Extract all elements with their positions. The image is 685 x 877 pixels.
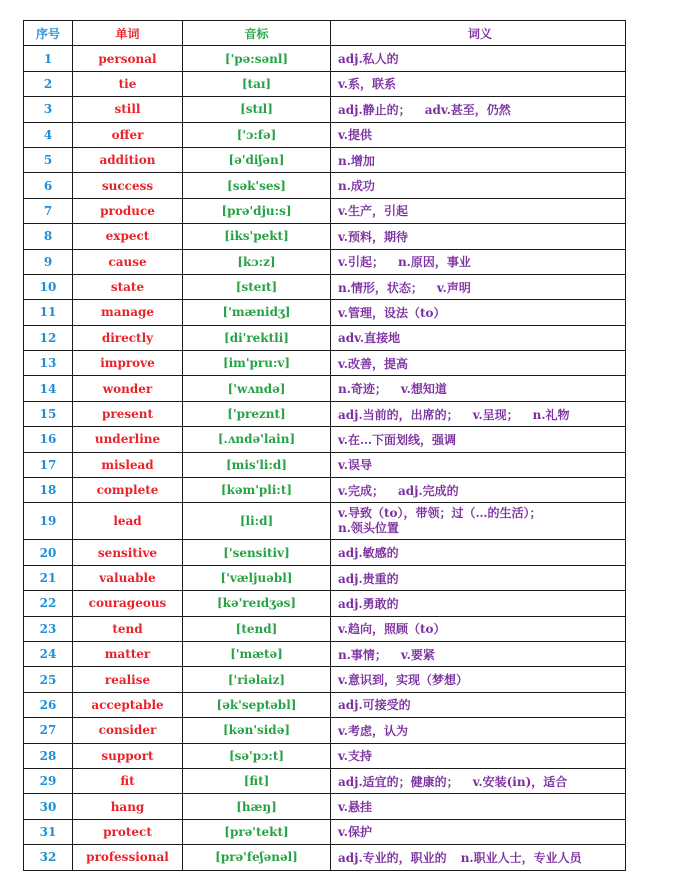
row-meaning — [331, 376, 626, 401]
meaning-segment: v.考虑，认为 — [338, 723, 408, 738]
row-word: support — [73, 743, 183, 768]
meaning-segment: n.成功 — [338, 179, 375, 194]
row-meaning — [331, 401, 626, 426]
row-word: consider — [73, 718, 183, 743]
row-meaning — [331, 46, 626, 71]
row-phonetic: [kɔ:z] — [183, 249, 331, 274]
table-header-row — [24, 21, 626, 46]
row-word: state — [73, 274, 183, 299]
meaning-segment: v.保护 — [338, 825, 372, 840]
row-number: 10 — [24, 274, 73, 299]
table-row — [24, 565, 626, 590]
table-row — [24, 641, 626, 666]
row-word: fit — [73, 768, 183, 793]
table-row — [24, 71, 626, 96]
table-row — [24, 249, 626, 274]
row-phonetic: [li:d] — [183, 503, 331, 540]
row-word: present — [73, 401, 183, 426]
row-number: 18 — [24, 478, 73, 503]
row-phonetic: ['ɔ:fə] — [183, 122, 331, 147]
row-phonetic: [hæŋ] — [183, 794, 331, 819]
row-number: 27 — [24, 718, 73, 743]
row-phonetic: ['væljuəbl] — [183, 565, 331, 590]
row-word: mislead — [73, 452, 183, 477]
row-number: 8 — [24, 224, 73, 249]
row-number: 24 — [24, 641, 73, 666]
meaning-segment: v.改善，提高 — [338, 356, 408, 371]
row-word: improve — [73, 351, 183, 376]
table-row — [24, 198, 626, 223]
row-phonetic: ['preznt] — [183, 401, 331, 426]
row-number: 7 — [24, 198, 73, 223]
meaning-segment: v.生产，引起 — [338, 204, 408, 219]
row-meaning — [331, 452, 626, 477]
row-phonetic: ['pə:sənl] — [183, 46, 331, 71]
row-word: lead — [73, 503, 183, 540]
meaning-segment: adv.直接地 — [338, 331, 401, 346]
table-row — [24, 616, 626, 641]
row-phonetic: [steɪt] — [183, 274, 331, 299]
table-row — [24, 351, 626, 376]
row-number: 6 — [24, 173, 73, 198]
meaning-segment: adj.可接受的 — [338, 698, 411, 713]
header-phonetic: 音标 — [183, 21, 331, 46]
header-meaning: 词义 — [331, 21, 626, 46]
row-number: 5 — [24, 147, 73, 172]
table-row — [24, 503, 626, 540]
row-phonetic: ['riəlaiz] — [183, 667, 331, 692]
row-meaning — [331, 173, 626, 198]
row-phonetic: ['wʌndə] — [183, 376, 331, 401]
meaning-segment: v.呈现； — [472, 407, 519, 422]
meaning-segment: v.趋向，照顾（to） — [338, 622, 446, 637]
row-meaning — [331, 819, 626, 844]
row-number: 9 — [24, 249, 73, 274]
meaning-segment: v.误导 — [338, 458, 372, 473]
row-word: personal — [73, 46, 183, 71]
row-number: 29 — [24, 768, 73, 793]
table-row — [24, 819, 626, 844]
row-meaning — [331, 224, 626, 249]
row-phonetic: [sək'ses] — [183, 173, 331, 198]
row-number: 16 — [24, 427, 73, 452]
row-meaning — [331, 718, 626, 743]
row-word: sensitive — [73, 540, 183, 565]
table-row — [24, 376, 626, 401]
table-row — [24, 794, 626, 819]
table-row — [24, 768, 626, 793]
row-meaning — [331, 591, 626, 616]
table-row — [24, 692, 626, 717]
meaning-segment: v.引起； — [338, 255, 384, 270]
table-row — [24, 427, 626, 452]
meaning-segment: adj.完成的 — [397, 483, 459, 498]
row-meaning — [331, 351, 626, 376]
row-phonetic: [mis'li:d] — [183, 452, 331, 477]
row-meaning — [331, 540, 626, 565]
row-number: 26 — [24, 692, 73, 717]
row-meaning — [331, 845, 626, 870]
row-phonetic: ['sensitiv] — [183, 540, 331, 565]
row-word: expect — [73, 224, 183, 249]
row-phonetic: [ək'septəbl] — [183, 692, 331, 717]
table-row — [24, 300, 626, 325]
row-word: directly — [73, 325, 183, 350]
row-phonetic: [stɪl] — [183, 97, 331, 122]
meaning-segment: adv.甚至，仍然 — [424, 102, 511, 117]
row-number: 15 — [24, 401, 73, 426]
row-meaning — [331, 274, 626, 299]
table-row — [24, 743, 626, 768]
row-word: matter — [73, 641, 183, 666]
row-meaning — [331, 71, 626, 96]
table-row — [24, 325, 626, 350]
meaning-segment: n.礼物 — [532, 407, 570, 422]
row-number: 23 — [24, 616, 73, 641]
row-number: 28 — [24, 743, 73, 768]
row-word: protect — [73, 819, 183, 844]
meaning-segment: v.支持 — [338, 749, 372, 764]
meaning-segment: adj.敏感的 — [338, 546, 399, 561]
row-meaning — [331, 147, 626, 172]
row-number: 25 — [24, 667, 73, 692]
meaning-segment: adj.贵重的 — [338, 571, 399, 586]
table-row — [24, 147, 626, 172]
row-word: acceptable — [73, 692, 183, 717]
meaning-segment: v.预料，期待 — [338, 229, 408, 244]
row-meaning — [331, 616, 626, 641]
meaning-segment: adj.私人的 — [338, 52, 399, 67]
row-word: produce — [73, 198, 183, 223]
table-body — [24, 46, 626, 870]
table-row — [24, 46, 626, 71]
row-phonetic: [tend] — [183, 616, 331, 641]
table-row — [24, 452, 626, 477]
row-phonetic: [sə'pɔ:t] — [183, 743, 331, 768]
meaning-segment: adj.勇敢的 — [338, 596, 399, 611]
row-word: tie — [73, 71, 183, 96]
meaning-segment: n.职业人士，专业人员 — [460, 850, 582, 865]
row-phonetic: [prə'feʃənəl] — [183, 845, 331, 870]
row-phonetic: [kə'reɪdʒəs] — [183, 591, 331, 616]
meaning-segment: v.意识到，实现（梦想） — [338, 673, 468, 688]
row-number: 12 — [24, 325, 73, 350]
meaning-segment: v.想知道 — [400, 382, 447, 397]
table-row — [24, 401, 626, 426]
vocabulary-table — [23, 20, 626, 871]
row-number: 21 — [24, 565, 73, 590]
row-number: 14 — [24, 376, 73, 401]
table-row — [24, 173, 626, 198]
row-word: cause — [73, 249, 183, 274]
row-meaning — [331, 565, 626, 590]
row-meaning — [331, 325, 626, 350]
row-meaning — [331, 794, 626, 819]
table-row — [24, 224, 626, 249]
row-phonetic: [fit] — [183, 768, 331, 793]
row-phonetic: [di'rektli] — [183, 325, 331, 350]
row-number: 31 — [24, 819, 73, 844]
row-word: wonder — [73, 376, 183, 401]
meaning-segment: v.提供 — [338, 128, 372, 143]
header-word: 单词 — [73, 21, 183, 46]
row-number: 2 — [24, 71, 73, 96]
meaning-segment: n.奇迹； — [338, 382, 387, 397]
row-meaning — [331, 503, 626, 540]
header-number: 序号 — [24, 21, 73, 46]
meaning-segment: n.增加 — [338, 153, 375, 168]
row-number: 20 — [24, 540, 73, 565]
row-number: 22 — [24, 591, 73, 616]
table-row — [24, 845, 626, 870]
row-number: 11 — [24, 300, 73, 325]
row-meaning — [331, 743, 626, 768]
meaning-segment: n.情形，状态； — [338, 280, 423, 295]
row-word: realise — [73, 667, 183, 692]
row-meaning — [331, 122, 626, 147]
row-word: complete — [73, 478, 183, 503]
row-meaning — [331, 427, 626, 452]
row-phonetic: [prə'dju:s] — [183, 198, 331, 223]
row-number: 17 — [24, 452, 73, 477]
row-number: 30 — [24, 794, 73, 819]
meaning-segment: n.事情； — [338, 647, 387, 662]
row-word: manage — [73, 300, 183, 325]
row-number: 32 — [24, 845, 73, 870]
meaning-segment: v.导致（to），带领；过（…的生活）； — [338, 506, 542, 521]
meaning-segment: adj.适宜的；健康的； — [338, 774, 459, 789]
row-word: valuable — [73, 565, 183, 590]
row-number: 13 — [24, 351, 73, 376]
meaning-segment: adj.专业的，职业的 — [338, 850, 447, 865]
table-row — [24, 718, 626, 743]
row-phonetic: [kən'sidə] — [183, 718, 331, 743]
row-word: hang — [73, 794, 183, 819]
row-word: offer — [73, 122, 183, 147]
row-meaning — [331, 198, 626, 223]
row-word: addition — [73, 147, 183, 172]
row-meaning — [331, 667, 626, 692]
row-phonetic: [ə'diʃən] — [183, 147, 331, 172]
row-number: 4 — [24, 122, 73, 147]
meaning-segment: v.在…下面划线，强调 — [338, 432, 456, 447]
row-phonetic: [.ʌndə'lain] — [183, 427, 331, 452]
row-phonetic: [iks'pekt] — [183, 224, 331, 249]
meaning-segment: v.声明 — [436, 280, 471, 295]
row-meaning — [331, 249, 626, 274]
row-phonetic: [im'pru:v] — [183, 351, 331, 376]
row-phonetic: [prə'tekt] — [183, 819, 331, 844]
row-phonetic: ['mætə] — [183, 641, 331, 666]
row-word: tend — [73, 616, 183, 641]
meaning-segment: v.完成； — [338, 483, 384, 498]
row-meaning — [331, 97, 626, 122]
row-word: success — [73, 173, 183, 198]
meaning-segment: n.原因，事业 — [397, 255, 471, 270]
meaning-segment: v.安装(in)，适合 — [472, 774, 568, 789]
row-meaning — [331, 768, 626, 793]
meaning-segment: v.要紧 — [400, 647, 435, 662]
row-number: 3 — [24, 97, 73, 122]
row-meaning — [331, 692, 626, 717]
table-row — [24, 122, 626, 147]
table-row — [24, 97, 626, 122]
row-word: professional — [73, 845, 183, 870]
row-word: courageous — [73, 591, 183, 616]
table-row — [24, 667, 626, 692]
meaning-segment: n.领头位置 — [338, 521, 399, 536]
table-row — [24, 540, 626, 565]
table-row — [24, 274, 626, 299]
meaning-segment: v.管理，设法（to） — [338, 305, 446, 320]
row-word: underline — [73, 427, 183, 452]
row-phonetic: [taɪ] — [183, 71, 331, 96]
meaning-segment: adj.当前的，出席的； — [338, 407, 459, 422]
row-word: still — [73, 97, 183, 122]
meaning-segment: adj.静止的； — [338, 102, 411, 117]
row-phonetic: ['mænidʒ] — [183, 300, 331, 325]
row-number: 19 — [24, 503, 73, 540]
meaning-segment: v.悬挂 — [338, 800, 372, 815]
row-phonetic: [kəm'pli:t] — [183, 478, 331, 503]
row-meaning — [331, 300, 626, 325]
meaning-segment: v.系，联系 — [338, 77, 396, 92]
row-meaning — [331, 478, 626, 503]
table-row — [24, 591, 626, 616]
table-row — [24, 478, 626, 503]
row-number: 1 — [24, 46, 73, 71]
row-meaning — [331, 641, 626, 666]
